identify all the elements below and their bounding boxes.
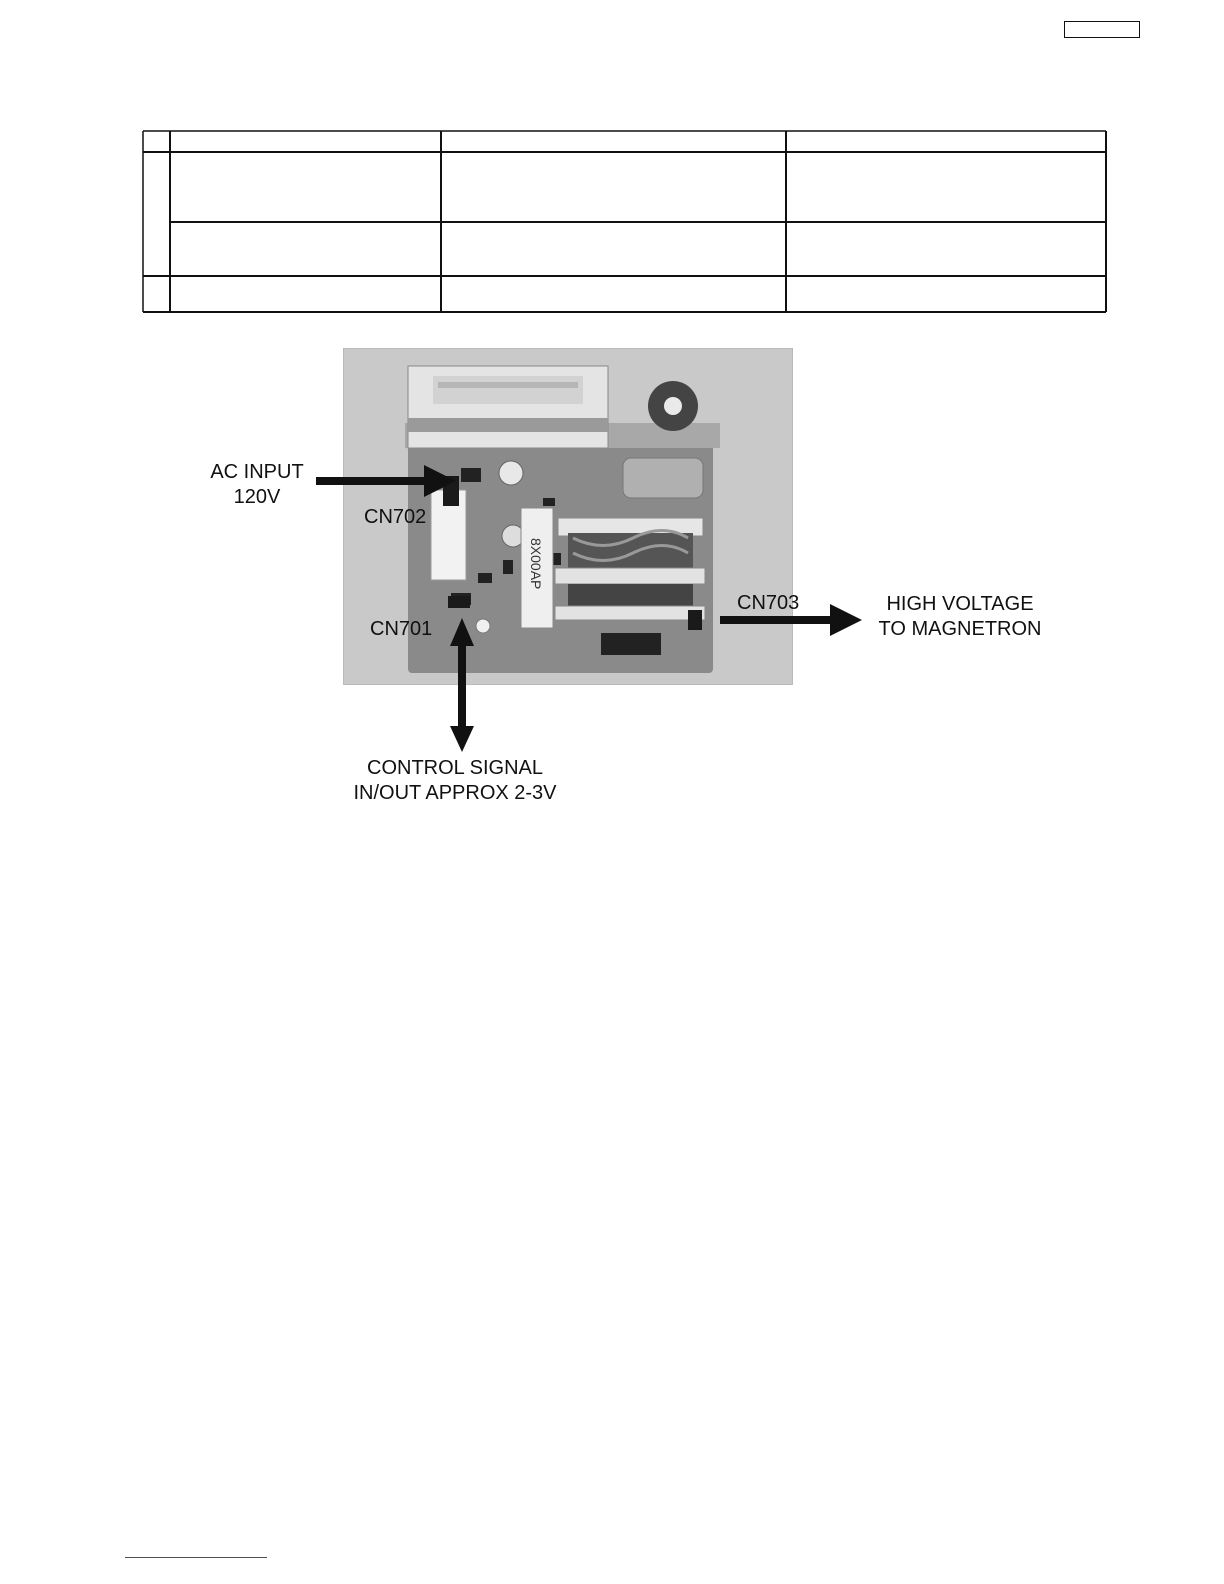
control-signal-arrow-down: [450, 726, 474, 752]
heatsink: [408, 366, 608, 448]
footer-link-underline[interactable]: [125, 1557, 267, 1558]
cn702-label: CN702: [364, 506, 427, 528]
to-magnetron-text: TO MAGNETRON: [878, 618, 1042, 640]
high-voltage-text: HIGH VOLTAGE: [886, 593, 1034, 615]
cn702-connector: [443, 476, 459, 506]
cn701-connector: [448, 596, 470, 608]
control-voltage-text: IN/OUT APPROX 2-3V: [353, 782, 557, 804]
toroid-coil: [648, 381, 698, 431]
cn701-label: CN701: [370, 618, 433, 640]
high-voltage-label: [860, 592, 1060, 642]
control-signal-text: CONTROL SIGNAL: [367, 757, 543, 779]
empty-table: [0, 0, 1224, 330]
inductor-marking: 8X00AP: [528, 538, 544, 590]
hv-diode: [601, 633, 661, 655]
cn703-connector: [688, 610, 702, 630]
control-signal-label: [345, 756, 565, 806]
hv-transformer: [555, 518, 705, 620]
ac-input-label: [200, 460, 314, 510]
ac-voltage-text: 120V: [233, 486, 281, 508]
ac-input-text: AC INPUT: [210, 461, 304, 483]
cn703-label: CN703: [737, 592, 800, 614]
film-capacitor: [623, 458, 703, 498]
